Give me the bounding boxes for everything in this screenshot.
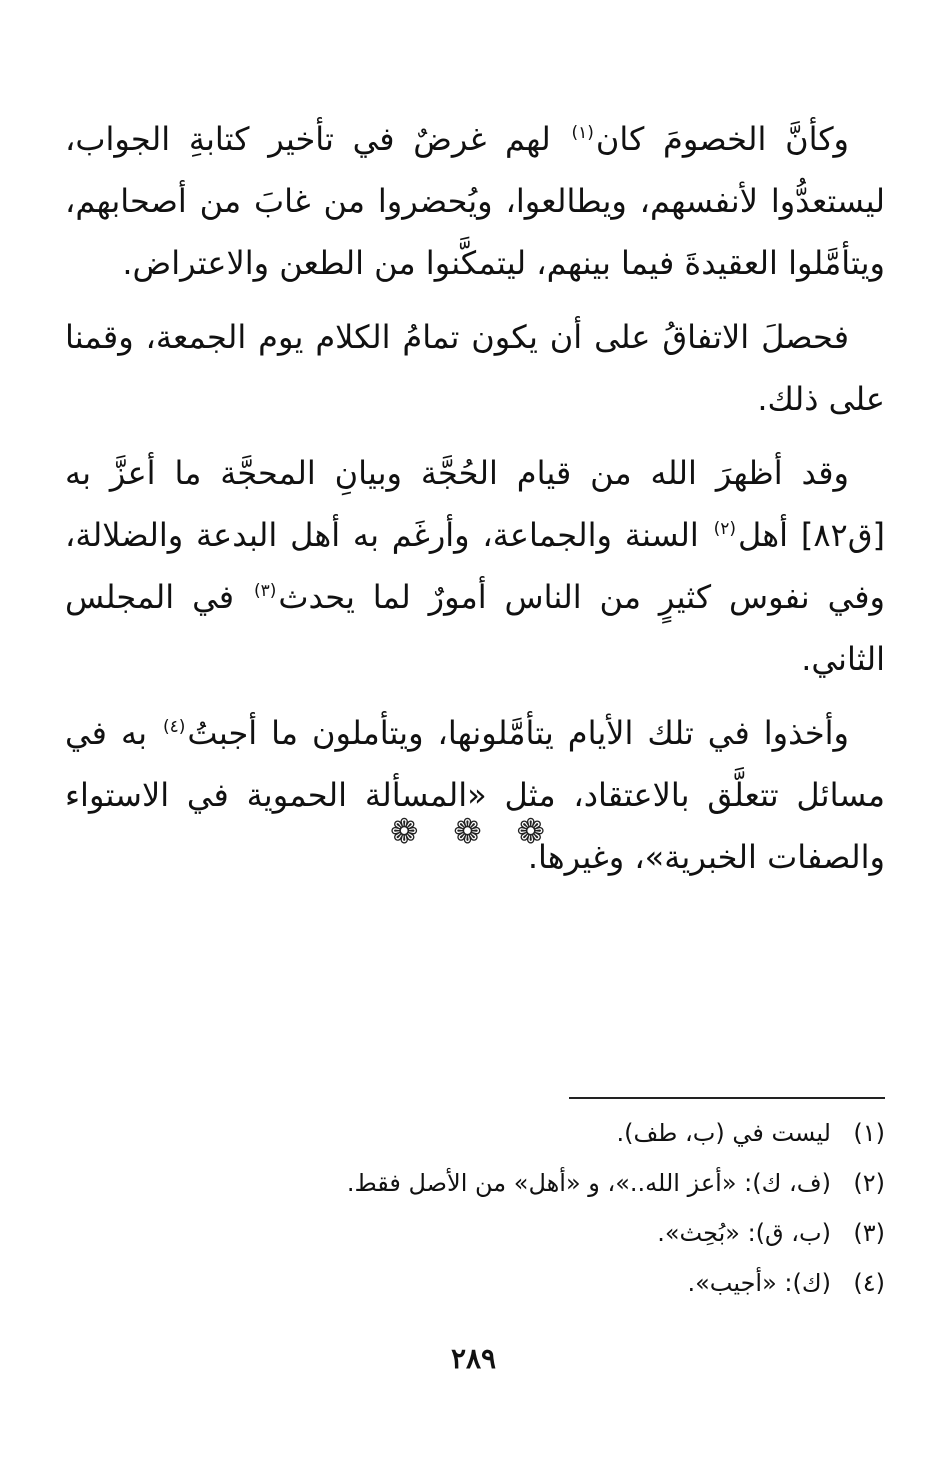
footnote-number: (٢) [853, 1169, 885, 1197]
section-ornament: ❁ ❁ ❁ [389, 812, 558, 852]
text-run: وأخذوا في تلك الأيام يتأمَّلونها، ويتأملون ما أجبتُ [187, 714, 850, 752]
footnotes [65, 1108, 885, 1308]
footnote-4 [65, 1258, 885, 1308]
footnote-text: (ف، ك): «أعز الله..»، و «أهل» من الأصل فقط. [346, 1169, 831, 1197]
footnote-marker-3: (٣) [253, 581, 277, 602]
footnote-marker-4: (٤) [162, 717, 186, 738]
footnote-text: (ك): «أجيب». [687, 1269, 831, 1297]
footnote-number: (١) [853, 1119, 885, 1147]
paragraph-2 [65, 306, 885, 430]
text-run: فحصلَ الاتفاقُ على أن يكون تمامُ الكلام يوم الجمعة، وقمنا على ذلك. [65, 318, 885, 418]
footnote-number: (٤) [853, 1269, 885, 1297]
main-text [65, 108, 885, 900]
footnote-divider [569, 1097, 885, 1099]
text-run: لهم غرضٌ في تأخير كتابةِ الجواب، ليستعدُّوا لأنفسهم، ويطالعوا، ويُحضروا من غابَ من أصحابهم، ويتأمَّلوا العقيدةَ فيما بينهم، ليتمكَّنوا من الطعن والاعتراض. [65, 120, 885, 282]
paragraph-4 [65, 702, 885, 888]
footnote-number: (٣) [853, 1219, 885, 1247]
paragraph-1 [65, 108, 885, 294]
footnote-2 [65, 1158, 885, 1208]
footnote-1 [65, 1108, 885, 1158]
footnote-3 [65, 1208, 885, 1258]
text-run: السنة والجماعة، وأرغَم به أهل البدعة والضلالة، وفي نفوس كثيرٍ من الناس أمورٌ لما يحدث [65, 516, 886, 616]
footnote-marker-1: (١) [571, 123, 594, 144]
paragraph-3 [65, 442, 885, 690]
footnote-marker-2: (٢) [713, 519, 737, 540]
text-run: وقد أظهرَ الله من قيام الحُجَّة وبيانِ المحجَّة ما أعزَّ به [ق٨٢] أهل [65, 454, 886, 554]
text-run: وكأنَّ الخصومَ كان [595, 120, 850, 158]
text-run: به في مسائل تتعلَّق بالاعتقاد، مثل «المسألة الحموية في الاستواء والصفات الخبرية»، وغيرها. [65, 714, 885, 876]
text-run: في المجلس الثاني. [65, 578, 885, 678]
footnote-text: ليست في (ب، طف). [616, 1119, 831, 1147]
page-number: ٢٨٩ [450, 1342, 497, 1375]
footnote-text: (ب، ق): «بُحِث». [657, 1219, 831, 1247]
